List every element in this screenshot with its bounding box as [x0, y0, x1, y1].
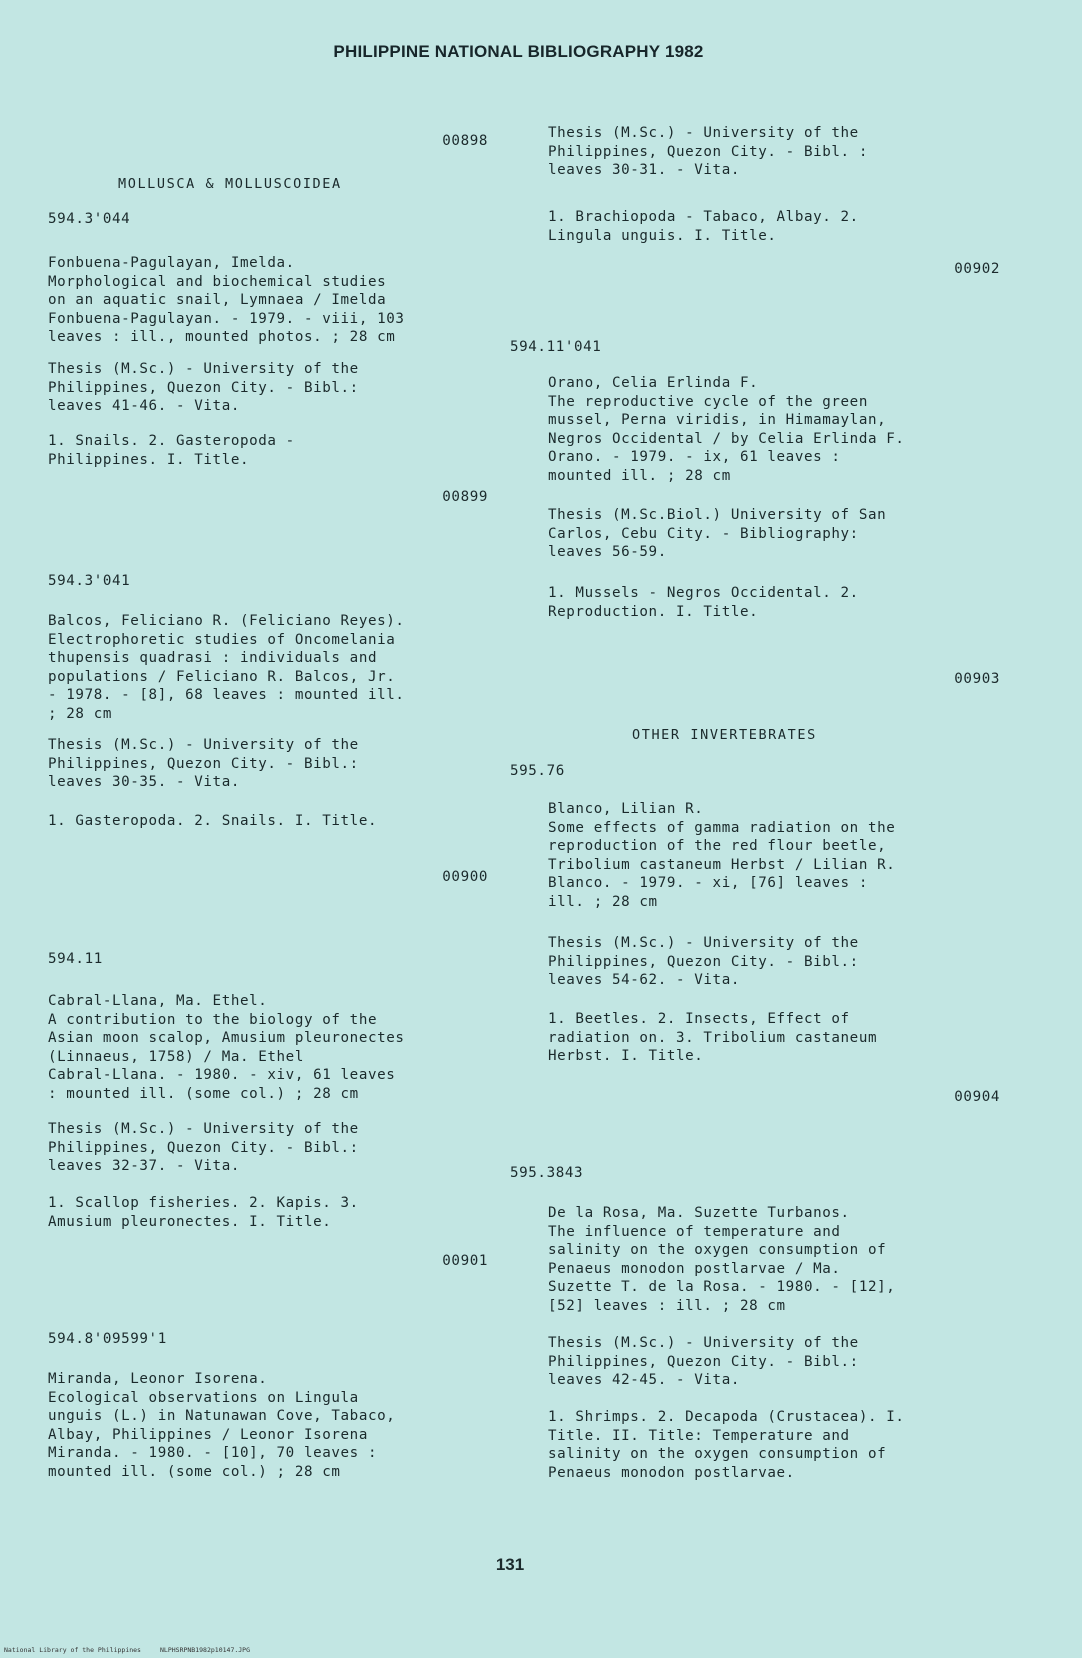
thesis-note: Thesis (M.Sc.) - University of the Philippines, Quezon City. - Bibl.: leaves 54-62. - Vita.	[548, 935, 859, 989]
entry-description: Cabral-Llana, Ma. Ethel. A contribution to the biology of the Asian moon scalop, Amusium pleuronectes (Linnaeus, 1758) / Ma. Ethel Cabral-Llana. - 1980. - xiv, 61 leaves : mounted ill. (some col.) ; 28 cm	[48, 993, 405, 1102]
scan-filename: NLPHSRPNB1982p10147.JPG	[160, 1646, 251, 1654]
thesis-note: Thesis (M.Sc.) - University of the Philippines, Quezon City. - Bibl.: leaves 32-37. - Vita.	[48, 1121, 359, 1175]
entry-number: 00900	[442, 869, 488, 885]
entry-number: 00902	[954, 261, 1000, 277]
class-number: 594.3'041	[48, 573, 131, 589]
entry-description: Balcos, Feliciano R. (Feliciano Reyes). Electrophoretic studies of Oncomelania thupensis quadrasi : individuals and populations / Feliciano R. Balcos, Jr. - 1978. - [8], 68 leaves : mounted ill. ; 28 cm	[48, 613, 405, 722]
subject-tracings: 1. Scallop fisheries. 2. Kapis. 3. Amusium pleuronectes. I. Title.	[48, 1195, 359, 1230]
scan-credit: National Library of the Philippines	[4, 1646, 141, 1654]
thesis-note: Thesis (M.Sc.Biol.) University of San Carlos, Cebu City. - Bibliography: leaves 56-59.	[548, 507, 887, 561]
subject-tracings: 1. Brachiopoda - Tabaco, Albay. 2. Lingula unguis. I. Title.	[548, 209, 859, 244]
section-heading: OTHER INVERTEBRATES	[632, 727, 817, 743]
entry-number: 00899	[442, 489, 488, 505]
entry-number: 00903	[954, 671, 1000, 687]
class-number: 594.3'044	[48, 211, 131, 227]
thesis-note: Thesis (M.Sc.) - University of the Philippines, Quezon City. - Bibl.: leaves 30-35. - Vita.	[48, 737, 359, 791]
page-title: PHILIPPINE NATIONAL BIBLIOGRAPHY 1982	[333, 42, 704, 61]
page-number: 131	[495, 1555, 525, 1574]
entry-number: 00904	[954, 1089, 1000, 1105]
entry-number: 00898	[442, 133, 488, 149]
subject-tracings: 1. Mussels - Negros Occidental. 2. Reproduction. I. Title.	[548, 585, 859, 620]
class-number: 594.11	[48, 951, 103, 967]
class-number: 595.3843	[510, 1165, 584, 1181]
entry-description: Blanco, Lilian R. Some effects of gamma radiation on the reproduction of the red flour beetle, Tribolium castaneum Herbst / Lilian R. Blanco. - 1979. - xi, [76] leaves : ill. ; 28 cm	[548, 801, 896, 910]
subject-tracings: 1. Gasteropoda. 2. Snails. I. Title.	[48, 813, 378, 829]
entry-description: Miranda, Leonor Isorena. Ecological observations on Lingula unguis (L.) in Natunawan Cove, Tabaco, Albay, Philippines / Leonor Isorena Miranda. - 1980. - [10], 70 leaves : mounted ill. (some col.) ; 28 cm	[48, 1371, 396, 1480]
entry-number: 00901	[442, 1253, 488, 1269]
subject-tracings: 1. Snails. 2. Gasteropoda - Philippines. I. Title.	[48, 433, 295, 468]
entry-description: De la Rosa, Ma. Suzette Turbanos. The influence of temperature and salinity on the oxygen consumption of Penaeus monodon postlarvae / Ma. Suzette T. de la Rosa. - 1980. - [12], [52] leaves : ill. ; 28 cm	[548, 1205, 896, 1314]
class-number: 594.11'041	[510, 339, 602, 355]
section-heading: MOLLUSCA & MOLLUSCOIDEA	[118, 176, 342, 192]
thesis-note: Thesis (M.Sc.) - University of the Philippines, Quezon City. - Bibl. : leaves 30-31. - Vita.	[548, 125, 868, 179]
entry-description: Orano, Celia Erlinda F. The reproductive cycle of the green mussel, Perna viridis, in Himamaylan, Negros Occidental / by Celia Erlinda F. Orano. - 1979. - ix, 61 leaves : mounted ill. ; 28 cm	[548, 375, 905, 484]
thesis-note: Thesis (M.Sc.) - University of the Philippines, Quezon City. - Bibl.: leaves 41-46. - Vita.	[48, 361, 359, 415]
thesis-note: Thesis (M.Sc.) - University of the Philippines, Quezon City. - Bibl.: leaves 42-45. - Vita.	[548, 1335, 859, 1389]
entry-description: Fonbuena-Pagulayan, Imelda. Morphological and biochemical studies on an aquatic snail, Lymnaea / Imelda Fonbuena-Pagulayan. - 1979. - viii, 103 leaves : ill., mounted photos. ; 28 cm	[48, 255, 405, 346]
subject-tracings: 1. Beetles. 2. Insects, Effect of radiation on. 3. Tribolium castaneum Herbst. I. Title.	[548, 1011, 878, 1065]
class-number: 595.76	[510, 763, 565, 779]
class-number: 594.8'09599'1	[48, 1331, 167, 1347]
subject-tracings: 1. Shrimps. 2. Decapoda (Crustacea). I. Title. II. Title: Temperature and salinity on the oxygen consumption of Penaeus monodon postlarvae.	[548, 1409, 905, 1481]
